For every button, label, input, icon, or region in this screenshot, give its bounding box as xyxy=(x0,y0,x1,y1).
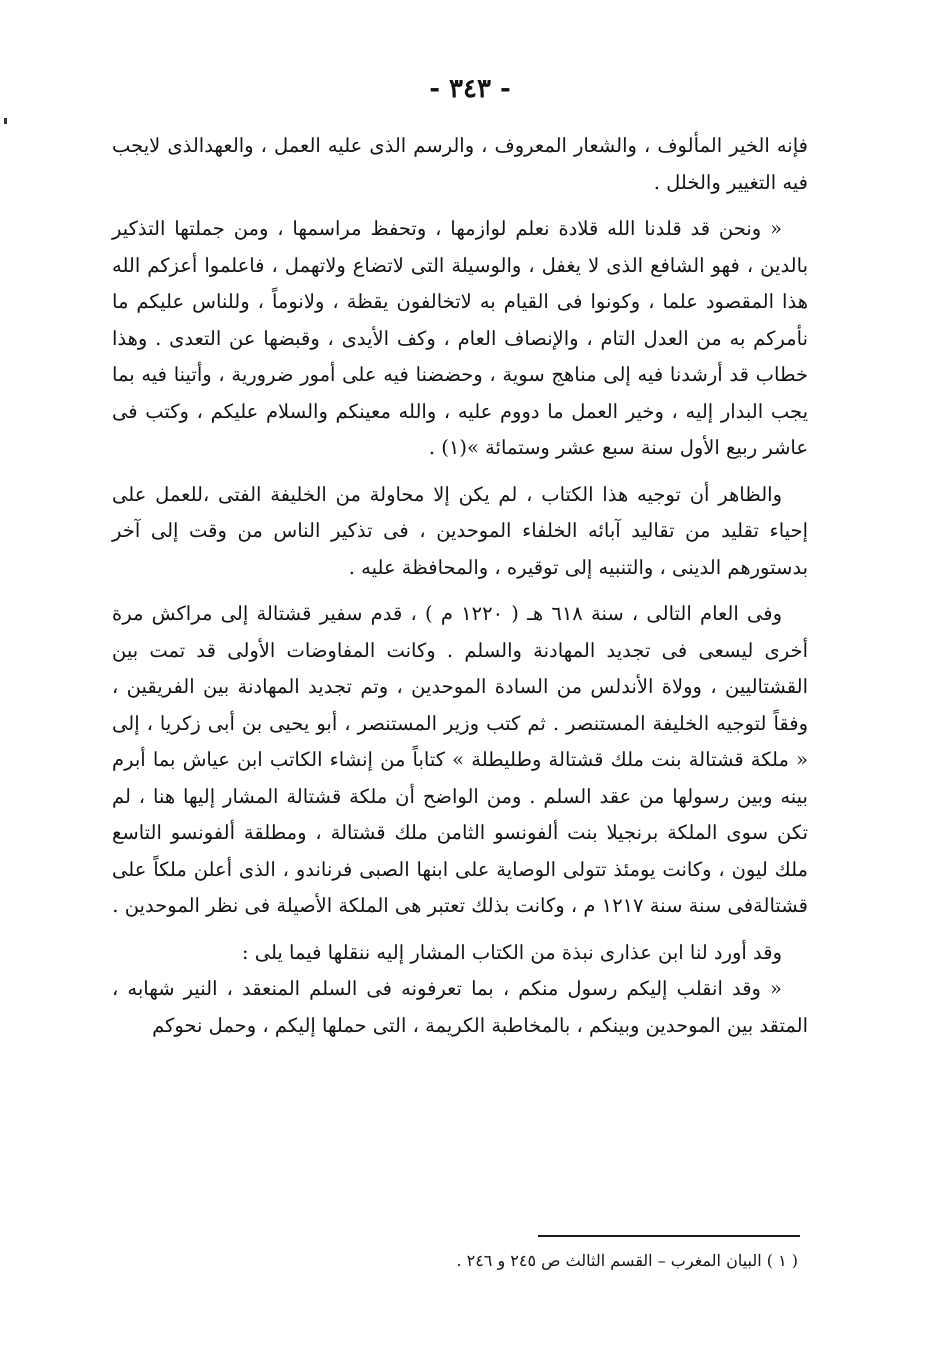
footnote: ( ١ ) البيان المغرب – القسم الثالث ص ٢٤٥ و ٢٤٦ . xyxy=(456,1251,798,1270)
paragraph-1: فإنه الخير المألوف ، والشعار المعروف ، والرسم الذى عليه العمل ، والعهدالذى لايجب فيه التغيير والخلل . xyxy=(112,134,808,194)
body-text xyxy=(112,128,808,1044)
paragraph-2: « ونحن قد قلدنا الله قلادة نعلم لوازمها ، وتحفظ مراسمها ، ومن جملتها التذكير بالدين ، فهو الشافع الذى لا يغفل ، والوسيلة التى لاتضاع ولاتهمل ، فاعلموا أعزكم الله هذا المقصود علما ، وكونوا فى القيام به لاتخالفون يقظة ، ولانوماً ، وللناس عليكم ما نأمركم به من العدل التام ، والإنصاف العام ، وكف الأيدى ، وقبضها عن التعدى . وهذا خطاب قد أرشدنا فيه إلى مناهج سوية ، وحضضنا فيه على أمور ضرورية ، وأتينا فيه بما يجب البدار إليه ، وخير العمل ما دووم عليه ، والله معينكم والسلام عليكم ، وكتب فى عاشر ربيع الأول سنة سبع عشر وستمائة »(١) . xyxy=(112,217,808,459)
page-number: - ٣٤٣ - xyxy=(429,74,511,104)
paragraph-4: وفى العام التالى ، سنة ٦١٨ هـ ( ١٢٢٠ م ) ، قدم سفير قشتالة إلى مراكش مرة أخرى ليسعى فى تجديد المهادنة والسلم . وكانت المفاوضات الأولى قد تمت بين القشتاليين ، وولاة الأندلس من السادة الموحدين ، وتم تجديد المهادنة بين الفريقين ، وفقاً لتوجيه الخليفة المستنصر . ثم كتب وزير المستنصر ، أبو يحيى بن أبى زكريا ، إلى « ملكة قشتالة بنت ملك قشتالة وطليطلة » كتاباً من إنشاء الكاتب ابن عياش بما أبرم بينه وبين رسولها من عقد السلم . ومن الواضح أن ملكة قشتالة المشار إليها هنا ، لم تكن سوى الملكة برنجيلا بنت ألفونسو الثامن ملك قشتالة ، ومطلقة ألفونسو التاسع ملك ليون ، وكانت يومئذ تتولى الوصاية على ابنها الصبى فرناندو ، الذى أعلن ملكاً على قشتالةفى سنة سنة ١٢١٧ م ، وكانت بذلك تعتبر هى الملكة الأصيلة فى نظر الموحدين . xyxy=(112,602,808,917)
paragraph-3: والظاهر أن توجيه هذا الكتاب ، لم يكن إلا محاولة من الخليفة الفتى ،للعمل على إحياء تقليد من تقاليد آبائه الخلفاء الموحدين ، فى تذكير الناس من وقت إلى آخر بدستورهم الدينى ، والتنبيه إلى توقيره ، والمحافظة عليه . xyxy=(112,482,808,579)
paragraph-5: وقد أورد لنا ابن عذارى نبذة من الكتاب المشار إليه ننقلها فيما يلى : xyxy=(241,940,782,964)
paragraph-6: « وقد انقلب إليكم رسول منكم ، بما تعرفونه فى السلم المنعقد ، النير شهابه ، المتقد بين الموحدين وبينكم ، بالمخاطبة الكريمة ، التى حملها إليكم ، وحمل نحوكم xyxy=(112,977,808,1037)
footnote-divider xyxy=(538,1235,800,1237)
margin-mark xyxy=(4,118,7,124)
